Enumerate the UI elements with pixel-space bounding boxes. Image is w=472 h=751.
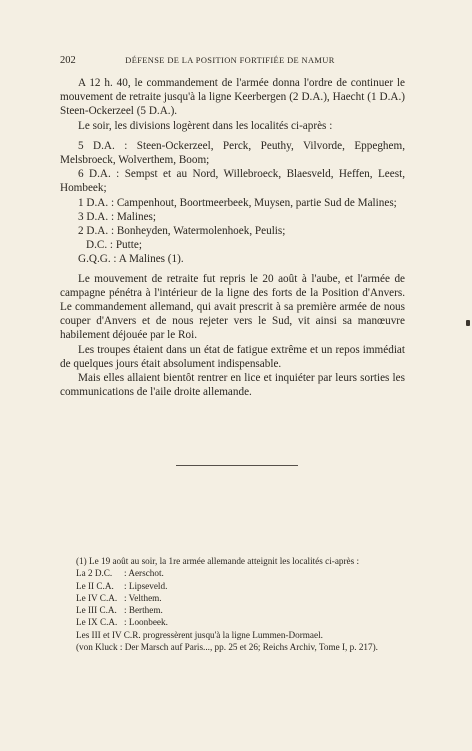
footnote-position [60,592,405,604]
footnote-place: : Lipseveld. [124,580,168,591]
footnote-unit: Le II C.A. [76,580,114,591]
footnote-position [60,616,405,628]
page-number: 202 [60,55,76,66]
footnote-source: (von Kluck : Der Marsch auf Paris..., pp. 25 et 26; Reichs Archiv, Tome I, p. 217). [76,642,378,653]
footnote-unit: Le IV C.A. [76,592,118,603]
footnote-position [60,580,405,592]
list-item: 3 D.A. : Malines; [78,210,156,223]
list-item: D.C. : Putte; [86,239,142,252]
paragraph-troop-fatigue: Les troupes étaient dans un état de fatigue extrême et un repos immédiat de quelques jours était absolument indispensable. [60,343,405,370]
footnote-place: : Aerschot. [124,568,164,579]
paragraph-retreat-order: A 12 h. 40, le commandement de l'armée donna l'ordre de continuer le mouvement de retraite jusqu'à la ligne Keerbergen (2 D.A.), Haecht (1 D.A.) Steen-Ockerzeel (5 D.A.). [60,77,405,118]
list-item: 6 D.A. : Sempst et au Nord, Willebroeck, Blaesveld, Heffen, Leest, Hombeek; [60,168,405,195]
list-item: 5 D.A. : Steen-Ockerzeel, Perck, Peuthy, Vilvorde, Eppeghem, Melsbroeck, Wolverthem, Boom; [60,139,405,167]
paragraph-retreat-resumed: Le mouvement de retraite fut repris le 20 août à l'aube, et l'armée de campagne pénétra à l'intérieur de la ligne des forts de la Position d'Anvers. Le commandement allemand, qui avait prescrit à sa première armée de nous couper d'Anvers et de nous rejeter vers le Sud, vit ainsi sa manœuvre habilement déjouée par le Roi. [60,272,405,342]
list-item: 1 D.A. : Campenhout, Boortmeerbeek, Muysen, partie Sud de Malines; [78,196,397,209]
page-header [60,55,400,69]
margin-mark [466,320,470,326]
footnote-unit: La 2 D.C. [76,568,113,579]
paragraph-return-action: Mais elles allaient bientôt rentrer en lice et inquiéter par leurs sorties les communications de l'aile droite allemande. [60,372,405,399]
footnote-separator [176,465,298,466]
footnote-block [60,555,405,653]
list-item: 2 D.A. : Bonheyden, Watermolenhoek, Peulis; [78,225,286,238]
body-text [60,76,405,399]
paragraph-lodging-intro: Le soir, les divisions logèrent dans les localités ci-après : [78,119,333,132]
footnote-position [60,567,405,579]
running-title: DÉFENSE DE LA POSITION FORTIFIÉE DE NAMUR [125,56,335,65]
list-item: G.Q.G. : A Malines (1). [78,253,184,266]
footnote-place: : Berthem. [124,605,163,616]
footnote-place: : Loonbeek. [124,617,168,628]
footnote-unit: Le IX C.A. [76,617,118,628]
footnote-unit: Le III C.A. [76,605,117,616]
footnote-progress: Les III et IV C.R. progressèrent jusqu'à la ligne Lummen-Dormael. [76,629,323,640]
footnote-position [60,604,405,616]
division-lodging-list [60,139,405,267]
footnote-intro: (1) Le 19 août au soir, la 1re armée allemande atteignit les localités ci-après : [76,556,360,566]
footnote-place: : Velthem. [124,592,162,603]
